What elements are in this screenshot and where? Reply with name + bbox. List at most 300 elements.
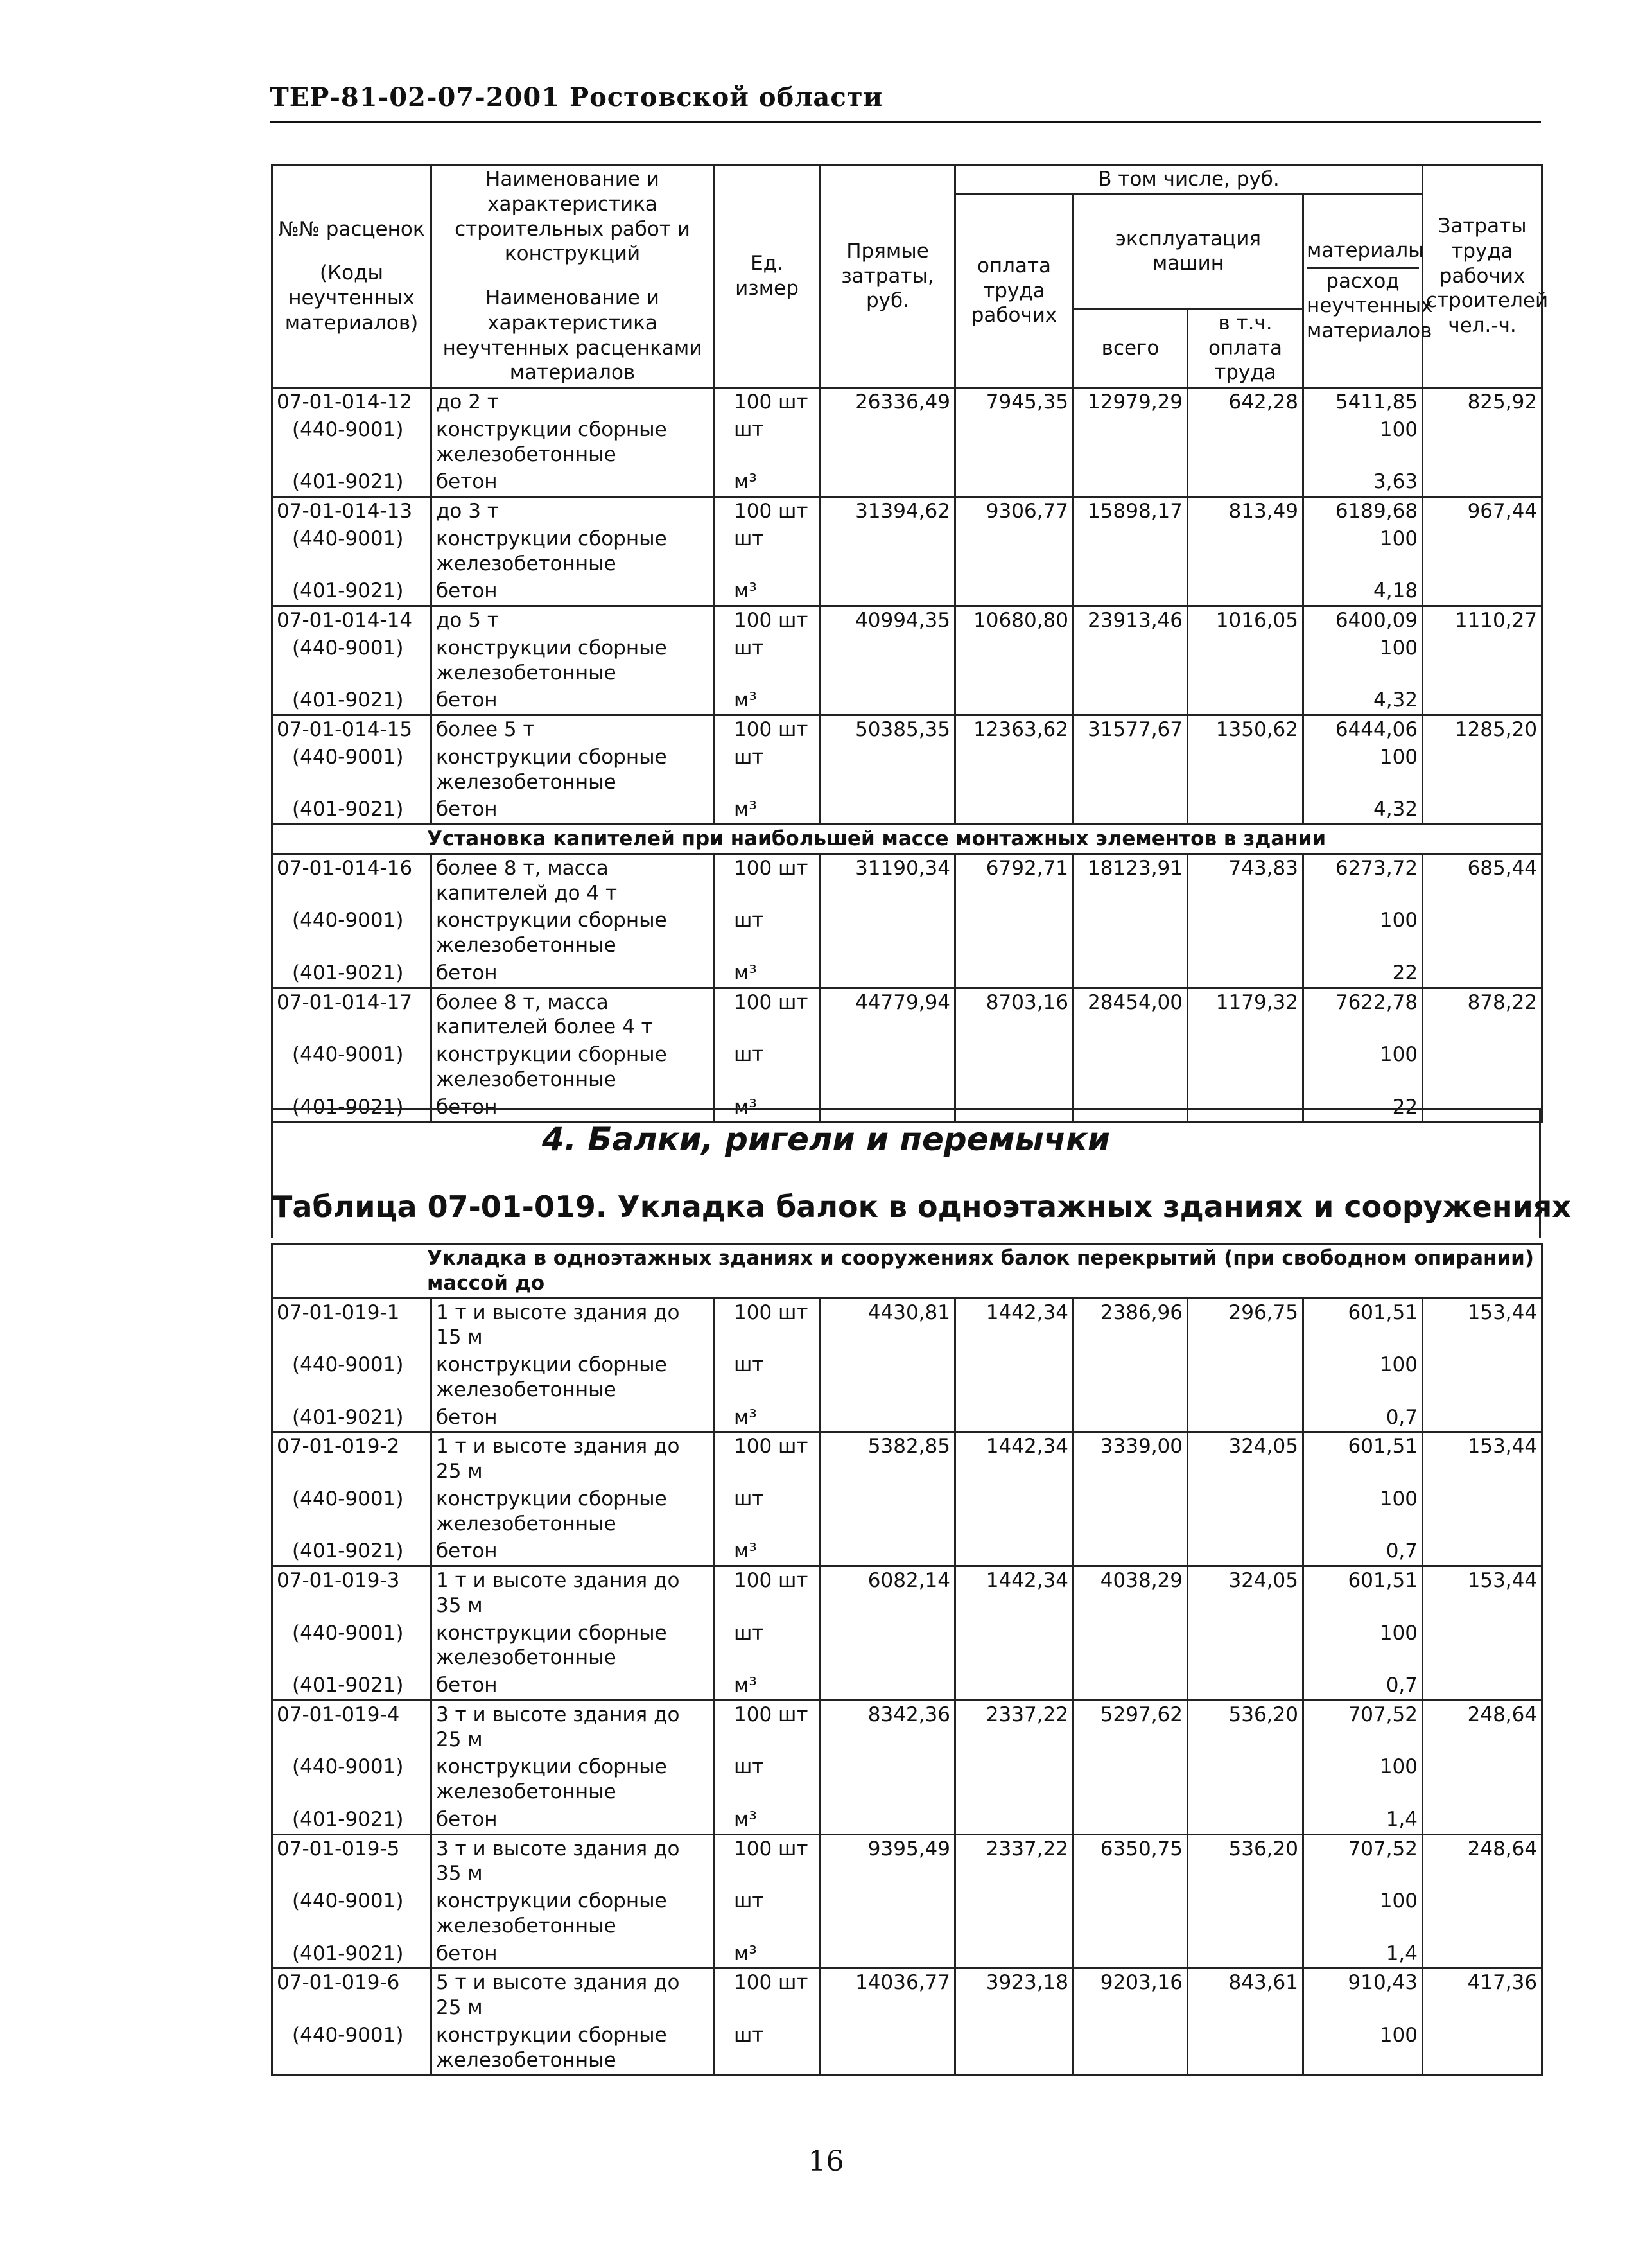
empty-cell	[1074, 907, 1188, 959]
header-labor-pay: оплата труда рабочих	[955, 194, 1074, 387]
empty-cell	[1074, 416, 1188, 469]
empty-cell	[1423, 959, 1542, 988]
empty-cell	[1423, 796, 1542, 824]
empty-cell	[1423, 1620, 1542, 1672]
empty-cell	[955, 416, 1074, 469]
material-row	[272, 959, 1542, 988]
direct-cost: 44779,94	[821, 988, 955, 1041]
empty-cell	[1423, 1672, 1542, 1700]
material-qty: 0,7	[1303, 1672, 1423, 1700]
materials-cost: 601,51	[1303, 1432, 1423, 1485]
material-name: бетон	[431, 796, 714, 824]
empty-cell	[1423, 2022, 1542, 2075]
empty-cell	[821, 744, 955, 796]
material-code: (440-9001)	[272, 1753, 431, 1806]
material-code: (440-9001)	[272, 635, 431, 687]
material-unit: шт	[714, 907, 821, 959]
labor-pay: 1442,34	[955, 1432, 1074, 1485]
empty-cell	[1188, 1041, 1303, 1094]
machines-labor-pay: 843,61	[1188, 1968, 1303, 2022]
header-code: №№ расценок (Коды неучтенных материалов)	[272, 165, 431, 388]
table-title: Таблица 07-01-019. Укладка балок в одноэтажных зданиях и сооружениях	[272, 1189, 1571, 1224]
direct-cost: 9395,49	[821, 1834, 955, 1888]
material-qty: 0,7	[1303, 1537, 1423, 1566]
machines-labor-pay: 642,28	[1188, 388, 1303, 416]
empty-cell	[821, 1537, 955, 1566]
material-row	[272, 796, 1542, 824]
material-unit: шт	[714, 1620, 821, 1672]
material-qty: 4,32	[1303, 796, 1423, 824]
labor-hours: 153,44	[1423, 1298, 1542, 1351]
document-title: ТЕР-81-02-07-2001 Ростовской области	[270, 82, 883, 112]
empty-cell	[1074, 1537, 1188, 1566]
material-name: бетон	[431, 1940, 714, 1968]
empty-cell	[1074, 1940, 1188, 1968]
table-row	[272, 1298, 1542, 1351]
rate-code: 07-01-019-5	[272, 1834, 431, 1888]
material-code: (401-9021)	[272, 959, 431, 988]
rate-code: 07-01-019-4	[272, 1700, 431, 1753]
machines-labor-pay: 1350,62	[1188, 715, 1303, 744]
direct-cost: 26336,49	[821, 388, 955, 416]
materials-cost: 7622,78	[1303, 988, 1423, 1041]
material-name: конструкции сборные железобетонные	[431, 1041, 714, 1094]
material-unit: шт	[714, 1888, 821, 1940]
material-name: бетон	[431, 468, 714, 496]
rate-code: 07-01-014-15	[272, 715, 431, 744]
direct-cost: 40994,35	[821, 606, 955, 635]
labor-hours: 153,44	[1423, 1432, 1542, 1485]
empty-cell	[821, 635, 955, 687]
material-unit: шт	[714, 1041, 821, 1094]
material-unit: шт	[714, 1351, 821, 1404]
empty-cell	[1074, 2022, 1188, 2075]
material-row	[272, 1806, 1542, 1834]
materials-cost: 5411,85	[1303, 388, 1423, 416]
empty-cell	[821, 525, 955, 578]
machines-total: 31577,67	[1074, 715, 1188, 744]
material-code: (401-9021)	[272, 577, 431, 606]
work-name: 3 т и высоте здания до 35 м	[431, 1834, 714, 1888]
material-name: бетон	[431, 959, 714, 988]
material-name: конструкции сборные железобетонные	[431, 1888, 714, 1940]
material-qty: 100	[1303, 525, 1423, 578]
machines-total: 9203,16	[1074, 1968, 1188, 2022]
rate-code: 07-01-019-1	[272, 1298, 431, 1351]
empty-cell	[1188, 468, 1303, 496]
empty-cell	[1423, 1753, 1542, 1806]
material-unit: м³	[714, 1806, 821, 1834]
empty-cell	[1074, 796, 1188, 824]
empty-cell	[955, 1351, 1074, 1404]
labor-hours: 825,92	[1423, 388, 1542, 416]
empty-cell	[1074, 1806, 1188, 1834]
empty-cell	[1188, 525, 1303, 578]
machines-labor-pay: 743,83	[1188, 854, 1303, 907]
work-name: 1 т и высоте здания до 15 м	[431, 1298, 714, 1351]
material-name: бетон	[431, 1537, 714, 1566]
empty-cell	[821, 1041, 955, 1094]
band-beams: Укладка в одноэтажных зданиях и сооружениях балок перекрытий (при свободном опирании) массой до	[272, 1244, 1542, 1299]
empty-cell	[955, 1404, 1074, 1432]
empty-cell	[1074, 1672, 1188, 1700]
empty-cell	[821, 796, 955, 824]
machines-labor-pay: 1016,05	[1188, 606, 1303, 635]
machines-total: 18123,91	[1074, 854, 1188, 907]
material-row	[272, 1888, 1542, 1940]
page-number: 16	[808, 2145, 844, 2178]
material-code: (440-9001)	[272, 1351, 431, 1404]
material-qty: 100	[1303, 1888, 1423, 1940]
labor-pay: 2337,22	[955, 1700, 1074, 1753]
empty-cell	[1423, 416, 1542, 469]
empty-cell	[955, 959, 1074, 988]
empty-cell	[1423, 468, 1542, 496]
material-row	[272, 1485, 1542, 1538]
work-name: 1 т и высоте здания до 35 м	[431, 1566, 714, 1620]
empty-cell	[821, 1485, 955, 1538]
empty-cell	[1188, 687, 1303, 715]
labor-hours: 417,36	[1423, 1968, 1542, 2022]
machines-labor-pay: 1179,32	[1188, 988, 1303, 1041]
empty-cell	[1423, 525, 1542, 578]
empty-cell	[1188, 577, 1303, 606]
machines-total: 28454,00	[1074, 988, 1188, 1041]
material-row	[272, 1537, 1542, 1566]
empty-cell	[955, 744, 1074, 796]
empty-cell	[821, 1806, 955, 1834]
empty-cell	[955, 577, 1074, 606]
machines-total: 3339,00	[1074, 1432, 1188, 1485]
empty-cell	[1074, 959, 1188, 988]
direct-cost: 14036,77	[821, 1968, 955, 2022]
work-name: 5 т и высоте здания до 25 м	[431, 1968, 714, 2022]
table-row	[272, 497, 1542, 525]
machines-total: 4038,29	[1074, 1566, 1188, 1620]
material-code: (401-9021)	[272, 1806, 431, 1834]
unit: 100 шт	[714, 988, 821, 1041]
empty-cell	[821, 1404, 955, 1432]
rate-code: 07-01-019-3	[272, 1566, 431, 1620]
table-row	[272, 606, 1542, 635]
material-name: конструкции сборные железобетонные	[431, 635, 714, 687]
material-name: бетон	[431, 1094, 714, 1122]
material-unit: шт	[714, 416, 821, 469]
empty-cell	[1074, 1485, 1188, 1538]
empty-cell	[1188, 1672, 1303, 1700]
material-unit: шт	[714, 1485, 821, 1538]
labor-pay: 3923,18	[955, 1968, 1074, 2022]
empty-cell	[1188, 907, 1303, 959]
material-qty: 100	[1303, 1351, 1423, 1404]
table-row	[272, 854, 1542, 907]
material-code: (401-9021)	[272, 1537, 431, 1566]
material-code: (440-9001)	[272, 1485, 431, 1538]
rate-code: 07-01-014-17	[272, 988, 431, 1041]
empty-cell	[821, 577, 955, 606]
empty-cell	[1423, 1888, 1542, 1940]
material-name: бетон	[431, 1806, 714, 1834]
material-row	[272, 468, 1542, 496]
material-qty: 1,4	[1303, 1806, 1423, 1834]
material-row	[272, 1672, 1542, 1700]
empty-cell	[955, 1940, 1074, 1968]
empty-cell	[1423, 687, 1542, 715]
material-qty: 100	[1303, 2022, 1423, 2075]
material-row	[272, 525, 1542, 578]
empty-cell	[1188, 1888, 1303, 1940]
empty-cell	[1188, 635, 1303, 687]
rates-table-07-01-014	[271, 164, 1549, 1123]
machines-total: 5297,62	[1074, 1700, 1188, 1753]
material-name: бетон	[431, 1404, 714, 1432]
unit: 100 шт	[714, 1700, 821, 1753]
material-name: конструкции сборные железобетонные	[431, 1485, 714, 1538]
material-qty: 100	[1303, 1041, 1423, 1094]
material-row	[272, 687, 1542, 715]
material-qty: 4,32	[1303, 687, 1423, 715]
labor-pay: 9306,77	[955, 497, 1074, 525]
machines-total: 2386,96	[1074, 1298, 1188, 1351]
empty-cell	[955, 525, 1074, 578]
machines-total: 15898,17	[1074, 497, 1188, 525]
materials-cost: 6189,68	[1303, 497, 1423, 525]
labor-pay: 1442,34	[955, 1298, 1074, 1351]
labor-pay: 12363,62	[955, 715, 1074, 744]
direct-cost: 31394,62	[821, 497, 955, 525]
empty-cell	[1188, 1753, 1303, 1806]
material-name: конструкции сборные железобетонные	[431, 416, 714, 469]
material-name: конструкции сборные железобетонные	[431, 525, 714, 578]
empty-cell	[1423, 907, 1542, 959]
empty-cell	[821, 1940, 955, 1968]
material-unit: шт	[714, 744, 821, 796]
empty-cell	[1188, 1537, 1303, 1566]
rate-code: 07-01-019-6	[272, 1968, 431, 2022]
machines-labor-pay: 324,05	[1188, 1432, 1303, 1485]
material-unit: м³	[714, 959, 821, 988]
material-code: (401-9021)	[272, 1940, 431, 1968]
empty-cell	[1074, 1753, 1188, 1806]
machines-labor-pay: 813,49	[1188, 497, 1303, 525]
material-code: (440-9001)	[272, 1041, 431, 1094]
material-qty: 100	[1303, 635, 1423, 687]
unit: 100 шт	[714, 1298, 821, 1351]
material-code: (401-9021)	[272, 468, 431, 496]
rate-code: 07-01-014-13	[272, 497, 431, 525]
material-unit: шт	[714, 1753, 821, 1806]
material-row	[272, 416, 1542, 469]
table-row	[272, 1432, 1542, 1485]
direct-cost: 4430,81	[821, 1298, 955, 1351]
material-code: (401-9021)	[272, 796, 431, 824]
material-qty: 100	[1303, 1620, 1423, 1672]
labor-pay: 1442,34	[955, 1566, 1074, 1620]
material-qty: 1,4	[1303, 1940, 1423, 1968]
material-code: (440-9001)	[272, 1888, 431, 1940]
empty-cell	[1074, 1888, 1188, 1940]
empty-cell	[1188, 2022, 1303, 2075]
rate-code: 07-01-019-2	[272, 1432, 431, 1485]
empty-cell	[955, 1753, 1074, 1806]
unit: 100 шт	[714, 715, 821, 744]
work-name: до 3 т	[431, 497, 714, 525]
labor-hours: 878,22	[1423, 988, 1542, 1041]
empty-cell	[955, 2022, 1074, 2075]
labor-pay: 2337,22	[955, 1834, 1074, 1888]
work-name: до 2 т	[431, 388, 714, 416]
header-labor-cost: Затраты труда рабочих строителей чел.-ч.	[1423, 165, 1542, 388]
machines-labor-pay: 296,75	[1188, 1298, 1303, 1351]
labor-pay: 7945,35	[955, 388, 1074, 416]
labor-hours: 1285,20	[1423, 715, 1542, 744]
unit: 100 шт	[714, 1834, 821, 1888]
material-unit: м³	[714, 577, 821, 606]
material-row	[272, 1351, 1542, 1404]
unit: 100 шт	[714, 606, 821, 635]
material-qty: 4,18	[1303, 577, 1423, 606]
empty-cell	[955, 1620, 1074, 1672]
materials-cost: 707,52	[1303, 1700, 1423, 1753]
material-row	[272, 2022, 1542, 2075]
table-row	[272, 388, 1542, 416]
labor-hours: 153,44	[1423, 1566, 1542, 1620]
material-code: (401-9021)	[272, 1672, 431, 1700]
materials-cost: 910,43	[1303, 1968, 1423, 2022]
material-qty: 100	[1303, 744, 1423, 796]
empty-cell	[955, 1672, 1074, 1700]
empty-cell	[955, 1041, 1074, 1094]
unit: 100 шт	[714, 388, 821, 416]
material-unit: м³	[714, 1672, 821, 1700]
empty-cell	[821, 1351, 955, 1404]
material-code: (440-9001)	[272, 525, 431, 578]
material-name: конструкции сборные железобетонные	[431, 744, 714, 796]
empty-cell	[955, 796, 1074, 824]
table-row	[272, 1700, 1542, 1753]
labor-pay: 10680,80	[955, 606, 1074, 635]
empty-cell	[1188, 1351, 1303, 1404]
empty-cell	[821, 416, 955, 469]
empty-cell	[955, 1888, 1074, 1940]
material-unit: м³	[714, 468, 821, 496]
empty-cell	[1423, 1806, 1542, 1834]
material-unit: м³	[714, 1404, 821, 1432]
machines-labor-pay: 324,05	[1188, 1566, 1303, 1620]
material-code: (440-9001)	[272, 744, 431, 796]
material-qty: 100	[1303, 907, 1423, 959]
empty-cell	[1188, 1620, 1303, 1672]
labor-hours: 248,64	[1423, 1834, 1542, 1888]
material-unit: м³	[714, 1537, 821, 1566]
machines-total: 12979,29	[1074, 388, 1188, 416]
material-row	[272, 577, 1542, 606]
material-qty: 100	[1303, 1753, 1423, 1806]
machines-labor-pay: 536,20	[1188, 1700, 1303, 1753]
materials-cost: 601,51	[1303, 1566, 1423, 1620]
header-name: Наименование и характеристика строительных работ и конструкций Наименование и характеристика неучтенных расценками материалов	[431, 165, 714, 388]
material-name: бетон	[431, 577, 714, 606]
rate-code: 07-01-014-12	[272, 388, 431, 416]
empty-cell	[955, 1537, 1074, 1566]
material-qty: 100	[1303, 1485, 1423, 1538]
empty-cell	[1423, 1940, 1542, 1968]
empty-cell	[1188, 416, 1303, 469]
labor-hours: 248,64	[1423, 1700, 1542, 1753]
empty-cell	[1423, 577, 1542, 606]
material-code: (440-9001)	[272, 1620, 431, 1672]
material-code: (401-9021)	[272, 1404, 431, 1432]
material-name: конструкции сборные железобетонные	[431, 907, 714, 959]
empty-cell	[955, 468, 1074, 496]
material-unit: м³	[714, 1094, 821, 1122]
labor-hours: 685,44	[1423, 854, 1542, 907]
table-row	[272, 715, 1542, 744]
materials-cost: 601,51	[1303, 1298, 1423, 1351]
direct-cost: 8342,36	[821, 1700, 955, 1753]
empty-cell	[1074, 1620, 1188, 1672]
material-row	[272, 1041, 1542, 1094]
empty-cell	[1423, 1485, 1542, 1538]
material-row	[272, 744, 1542, 796]
material-qty: 0,7	[1303, 1404, 1423, 1432]
section-title: 4. Балки, ригели и перемычки	[542, 1121, 1110, 1158]
material-qty: 3,63	[1303, 468, 1423, 496]
empty-cell	[821, 1672, 955, 1700]
empty-cell	[955, 687, 1074, 715]
material-code: (401-9021)	[272, 687, 431, 715]
direct-cost: 31190,34	[821, 854, 955, 907]
empty-cell	[1188, 1806, 1303, 1834]
material-unit: шт	[714, 635, 821, 687]
unit: 100 шт	[714, 497, 821, 525]
material-row	[272, 1940, 1542, 1968]
labor-pay: 8703,16	[955, 988, 1074, 1041]
empty-cell	[1188, 1485, 1303, 1538]
empty-cell	[1188, 744, 1303, 796]
machines-total: 23913,46	[1074, 606, 1188, 635]
empty-cell	[1423, 1041, 1542, 1094]
header-incl: В том числе, руб.	[955, 165, 1423, 195]
band-capitals: Установка капителей при наибольшей массе монтажных элементов в здании	[272, 825, 1542, 854]
empty-cell	[955, 1806, 1074, 1834]
work-name: 3 т и высоте здания до 25 м	[431, 1700, 714, 1753]
material-row	[272, 635, 1542, 687]
empty-cell	[821, 1753, 955, 1806]
empty-cell	[955, 1485, 1074, 1538]
empty-cell	[821, 468, 955, 496]
materials-cost: 6273,72	[1303, 854, 1423, 907]
material-qty: 100	[1303, 416, 1423, 469]
material-unit: шт	[714, 2022, 821, 2075]
material-name: конструкции сборные железобетонные	[431, 2022, 714, 2075]
table-row	[272, 1968, 1542, 2022]
header-direct: Прямые затраты, руб.	[821, 165, 955, 388]
empty-cell	[1423, 1537, 1542, 1566]
empty-cell	[1188, 1404, 1303, 1432]
material-code: (440-9001)	[272, 2022, 431, 2075]
empty-cell	[821, 2022, 955, 2075]
empty-cell	[1074, 687, 1188, 715]
empty-cell	[1188, 959, 1303, 988]
empty-cell	[821, 1888, 955, 1940]
empty-cell	[1074, 525, 1188, 578]
work-name: более 5 т	[431, 715, 714, 744]
empty-cell	[1074, 468, 1188, 496]
empty-cell	[1074, 577, 1188, 606]
empty-cell	[1074, 744, 1188, 796]
rate-code: 07-01-014-16	[272, 854, 431, 907]
